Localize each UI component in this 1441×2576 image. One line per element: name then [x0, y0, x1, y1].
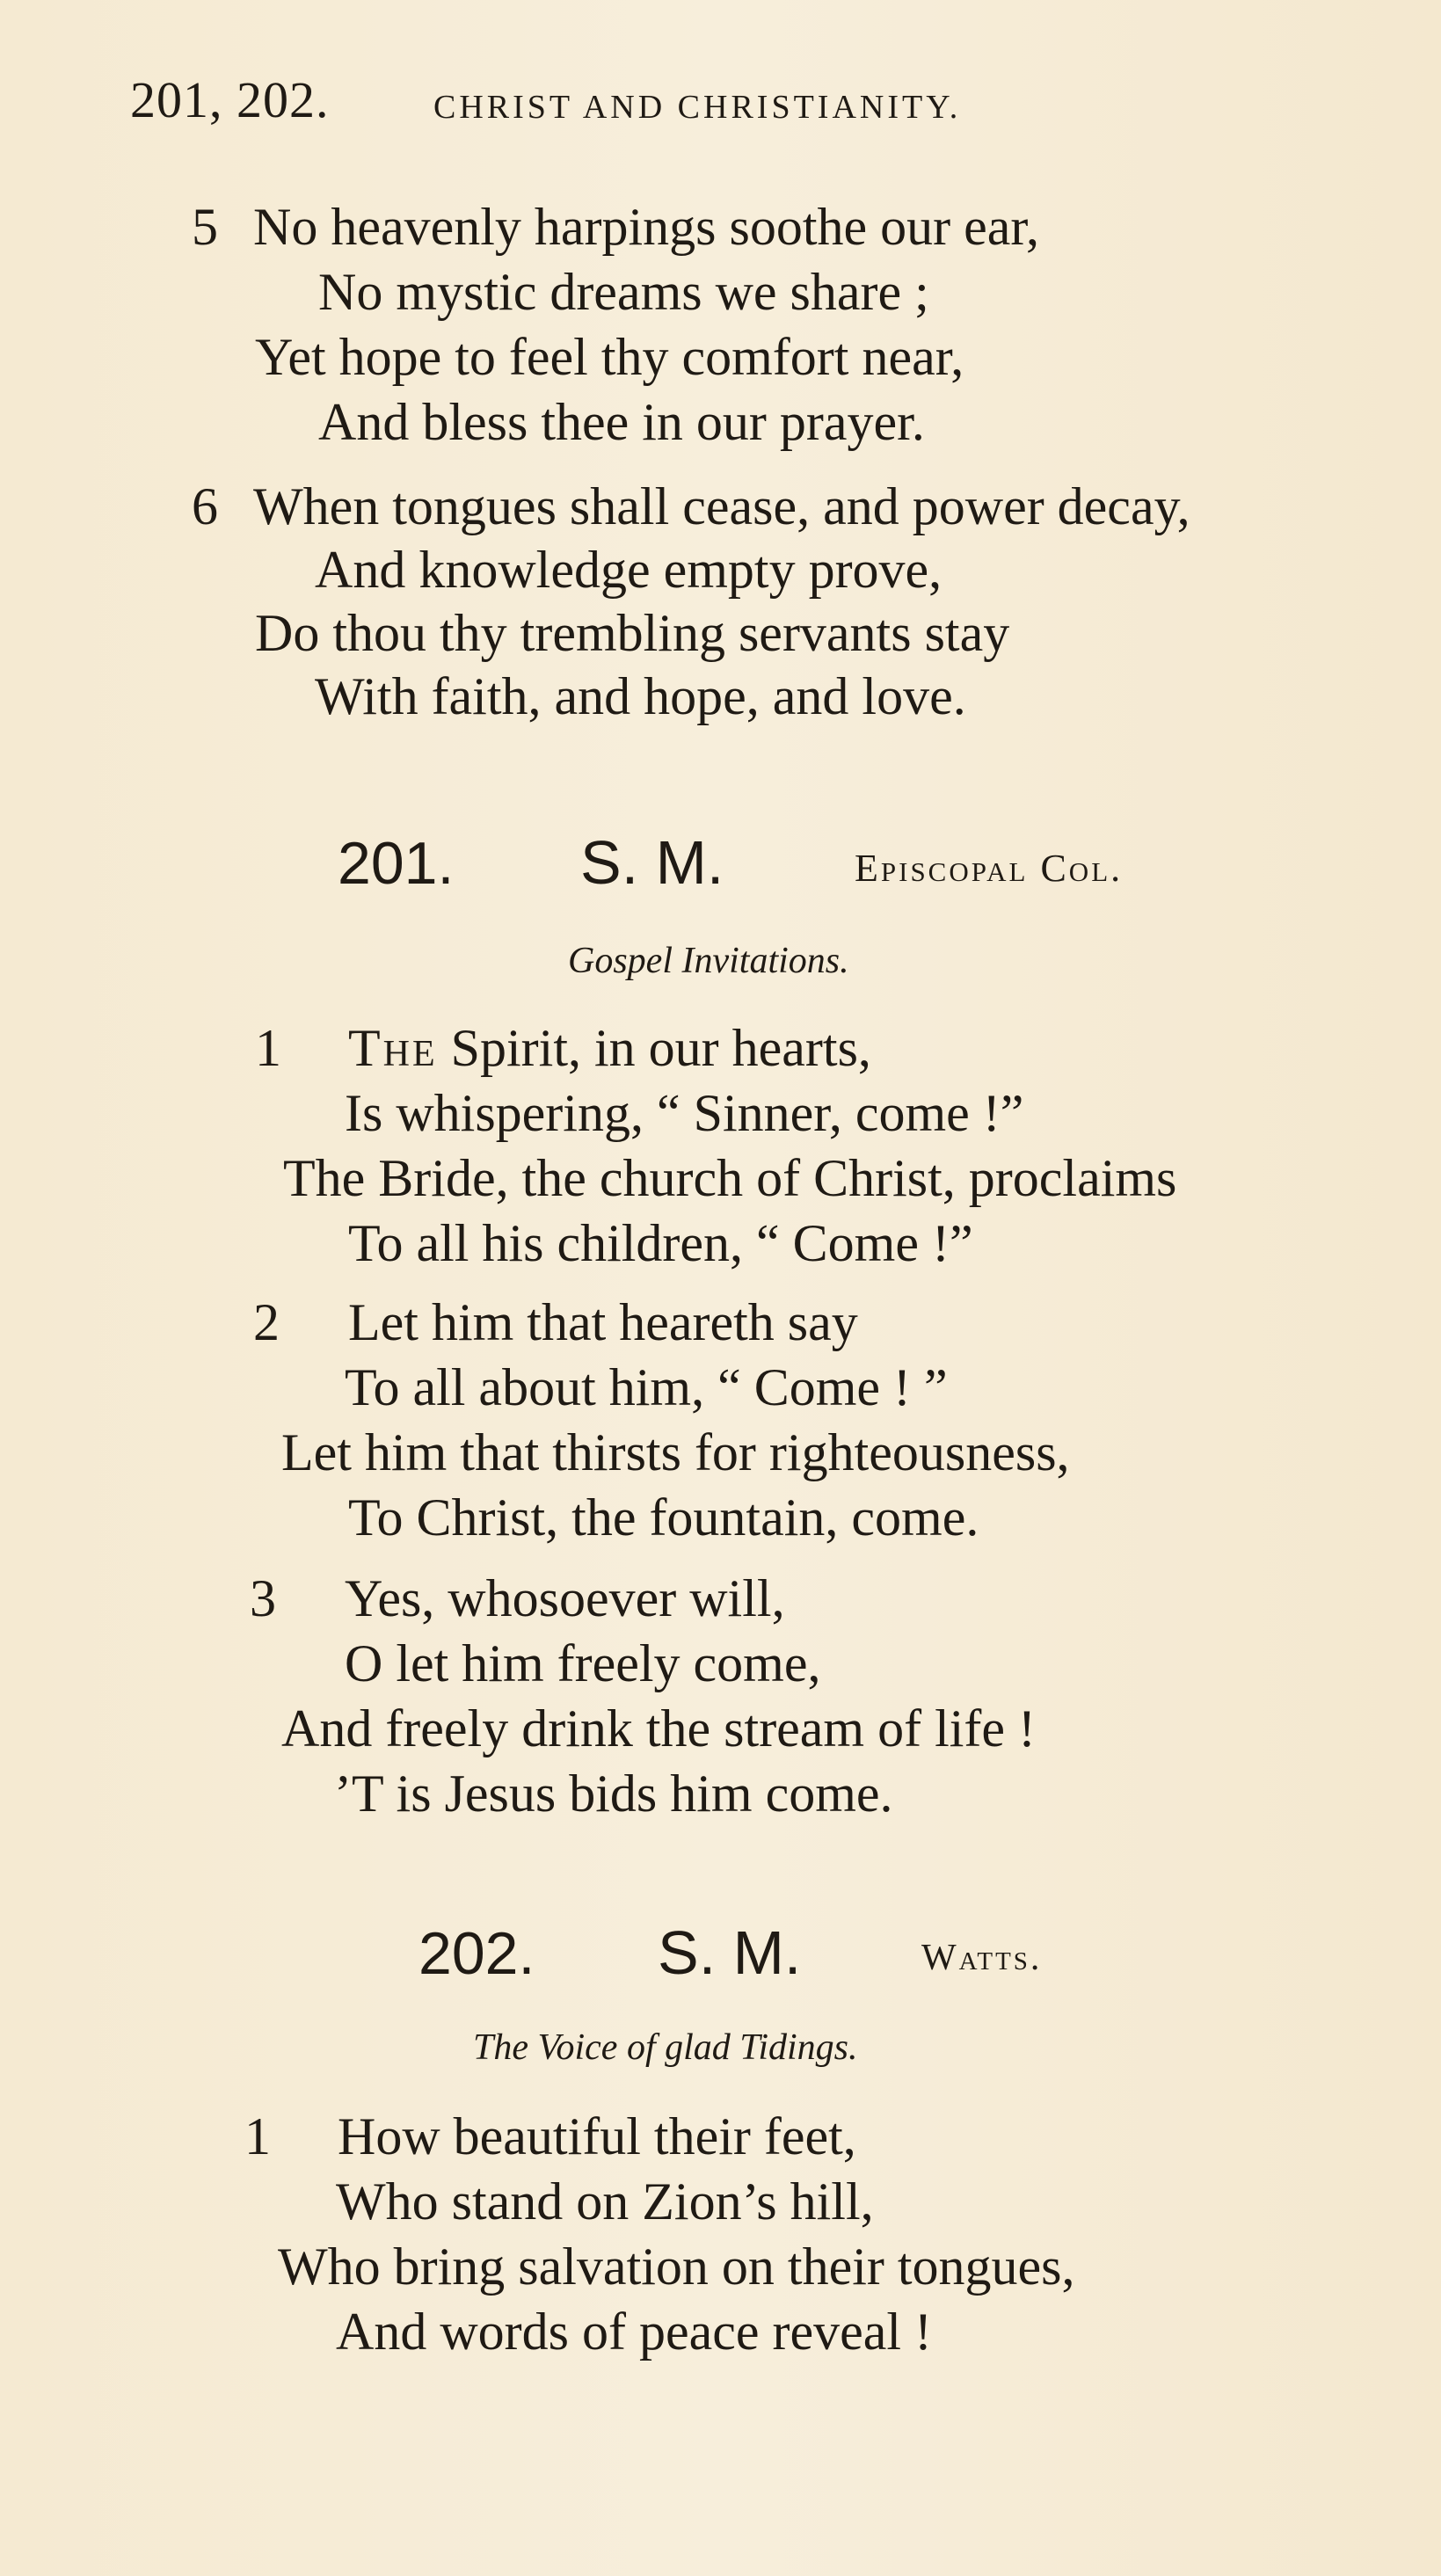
verse-line: When tongues shall cease, and power decay, [253, 477, 1190, 535]
hymn-source: Episcopal Col. [855, 847, 1124, 890]
verse-line: No heavenly harpings soothe our ear, [253, 198, 1039, 256]
verse-line: Do thou thy trembling servants stay [255, 604, 1010, 662]
verse-line: And words of peace reveal ! [336, 2303, 933, 2361]
hymn-meter: S. M. [580, 828, 724, 897]
verse-line-rest: Spirit, in our hearts, [437, 1019, 871, 1077]
verse-line: Is whispering, “ Sinner, come !” [345, 1084, 1024, 1142]
stanza-number: 2 [253, 1293, 280, 1351]
stanza-number: 6 [192, 477, 218, 535]
hymn-number: 202. [418, 1920, 535, 1987]
hymn-meter: S. M. [658, 1918, 802, 1987]
stanza-number: 3 [250, 1569, 276, 1627]
verse-line: Who stand on Zion’s hill, [336, 2172, 874, 2230]
hymn-title: The Voice of glad Tidings. [473, 2027, 858, 2068]
first-word: The [348, 1019, 438, 1077]
verse-line-first [348, 1019, 871, 1077]
page-header [130, 70, 1361, 141]
verse-line: Let him that heareth say [348, 1293, 858, 1351]
verse-line: ’T is Jesus bids him come. [334, 1765, 893, 1823]
verse-line: How beautiful their feet, [338, 2107, 856, 2165]
stanza-number: 5 [192, 198, 218, 256]
verse-line: To all about him, “ Come ! ” [345, 1358, 948, 1416]
stanza-number: 1 [244, 2107, 271, 2165]
verse-line: With faith, and hope, and love. [315, 667, 966, 725]
stanza-number: 1 [255, 1019, 281, 1077]
verse-line: O let him freely come, [345, 1634, 821, 1692]
verse-line: The Bride, the church of Christ, proclaims [283, 1149, 1177, 1207]
verse-line: Let him that thirsts for righteousness, [281, 1423, 1070, 1481]
running-head: CHRIST AND CHRISTIANITY. [433, 89, 962, 126]
verse-line: And knowledge empty prove, [315, 541, 942, 599]
verse-line: To all his children, “ Come !” [348, 1214, 973, 1272]
hymn-number: 201. [338, 830, 455, 897]
verse-line: Yet hope to feel thy comfort near, [255, 328, 964, 386]
verse-line: Yes, whosoever will, [345, 1569, 785, 1627]
verse-line: No mystic dreams we share ; [318, 263, 929, 321]
verse-line: Who bring salvation on their tongues, [278, 2238, 1075, 2296]
page-numbers: 201, 202. [130, 71, 330, 128]
verse-line: And bless thee in our prayer. [318, 393, 925, 451]
verse-line: To Christ, the fountain, come. [348, 1488, 979, 1546]
hymn-source: Watts. [921, 1938, 1043, 1978]
verse-line: And freely drink the stream of life ! [281, 1699, 1037, 1757]
hymn-title: Gospel Invitations. [568, 941, 849, 981]
